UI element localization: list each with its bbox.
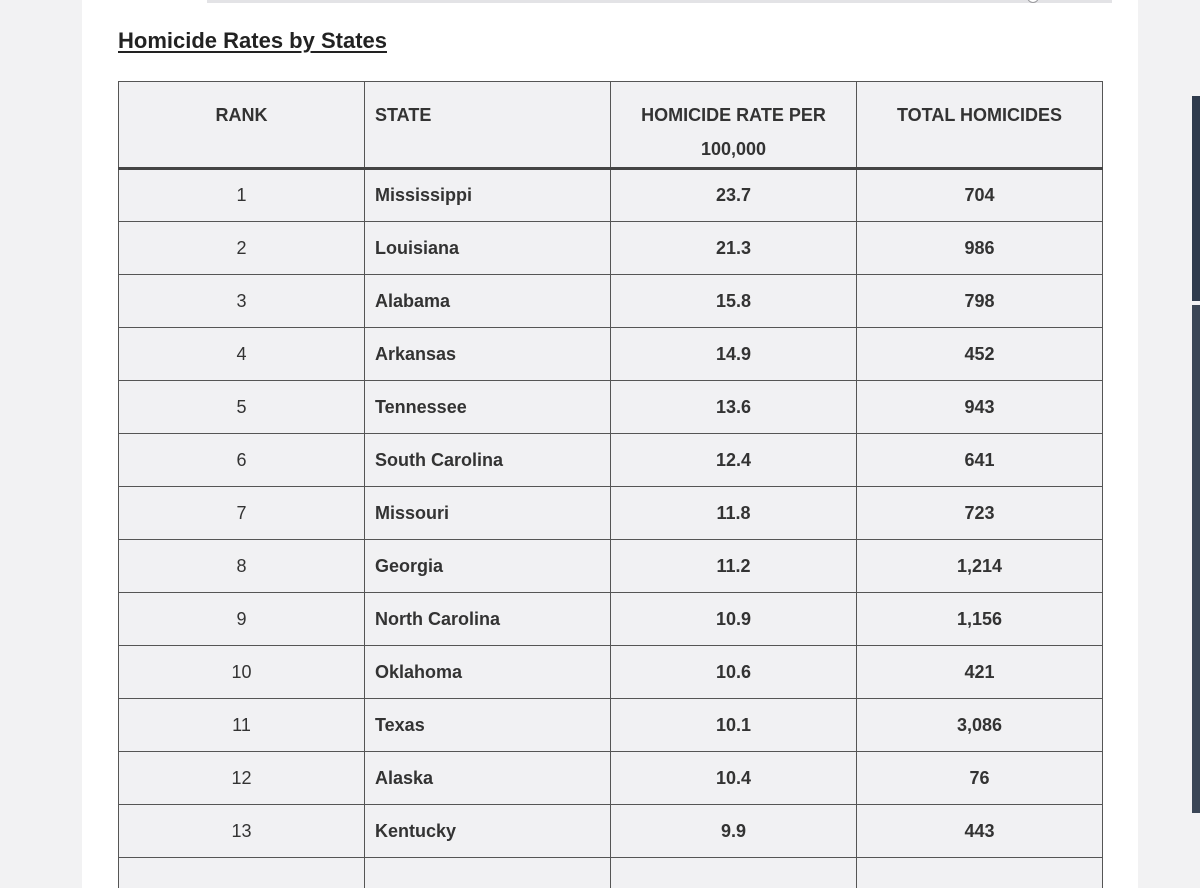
state-cell [365, 858, 611, 888]
total-cell: 943 [857, 381, 1103, 434]
side-panel-edge-lower [1192, 305, 1200, 813]
table-row [119, 434, 1103, 487]
rate-cell: 23.7 [611, 169, 857, 222]
rate-cell: 10.6 [611, 646, 857, 699]
total-cell: 798 [857, 275, 1103, 328]
total-cell: 452 [857, 328, 1103, 381]
table-row [119, 752, 1103, 805]
rank-cell: 9 [119, 593, 365, 646]
total-cell: 723 [857, 487, 1103, 540]
header-homicide-rate: HOMICIDE RATE PER 100,000 [611, 82, 857, 169]
rank-cell: 12 [119, 752, 365, 805]
total-cell: 986 [857, 222, 1103, 275]
rank-cell: 1 [119, 169, 365, 222]
state-cell: Missouri [365, 487, 611, 540]
table-row [119, 593, 1103, 646]
table-body [119, 169, 1103, 888]
state-cell: Arkansas [365, 328, 611, 381]
header-rank: RANK [119, 82, 365, 169]
rank-cell: 4 [119, 328, 365, 381]
total-cell: 3,086 [857, 699, 1103, 752]
total-cell: 1,156 [857, 593, 1103, 646]
header-state: STATE [365, 82, 611, 169]
rate-cell: 15.8 [611, 275, 857, 328]
table-row [119, 275, 1103, 328]
header-total-homicides: TOTAL HOMICIDES [857, 82, 1103, 169]
table-row [119, 381, 1103, 434]
table-row [119, 805, 1103, 858]
table-row [119, 646, 1103, 699]
section-heading: Homicide Rates by States [118, 28, 387, 53]
rank-cell: 8 [119, 540, 365, 593]
rate-cell [611, 858, 857, 888]
rate-cell: 21.3 [611, 222, 857, 275]
table-row [119, 540, 1103, 593]
rank-cell: 6 [119, 434, 365, 487]
rank-cell: 11 [119, 699, 365, 752]
top-divider [207, 0, 1112, 3]
rank-cell: 10 [119, 646, 365, 699]
rate-cell: 11.2 [611, 540, 857, 593]
state-cell: Tennessee [365, 381, 611, 434]
rate-cell: 10.4 [611, 752, 857, 805]
state-cell: Alabama [365, 275, 611, 328]
state-cell: North Carolina [365, 593, 611, 646]
rank-cell: 3 [119, 275, 365, 328]
rank-cell: 7 [119, 487, 365, 540]
homicide-table-container [118, 81, 1103, 888]
table-row [119, 699, 1103, 752]
table-row [119, 858, 1103, 888]
state-cell: Mississippi [365, 169, 611, 222]
state-cell: South Carolina [365, 434, 611, 487]
state-cell: Texas [365, 699, 611, 752]
total-cell [857, 858, 1103, 888]
table-row [119, 169, 1103, 222]
rate-cell: 13.6 [611, 381, 857, 434]
state-cell: Georgia [365, 540, 611, 593]
rank-cell: 13 [119, 805, 365, 858]
table-header-row [119, 82, 1103, 169]
rate-cell: 9.9 [611, 805, 857, 858]
state-cell: Louisiana [365, 222, 611, 275]
rate-cell: 10.1 [611, 699, 857, 752]
state-cell: Alaska [365, 752, 611, 805]
side-panel-edge [1192, 96, 1200, 301]
total-cell: 443 [857, 805, 1103, 858]
state-cell: Kentucky [365, 805, 611, 858]
total-cell: 76 [857, 752, 1103, 805]
table-row [119, 222, 1103, 275]
total-cell: 641 [857, 434, 1103, 487]
rank-cell: 2 [119, 222, 365, 275]
rate-cell: 12.4 [611, 434, 857, 487]
table-row [119, 487, 1103, 540]
rate-cell: 11.8 [611, 487, 857, 540]
total-cell: 1,214 [857, 540, 1103, 593]
rate-cell: 10.9 [611, 593, 857, 646]
rate-cell: 14.9 [611, 328, 857, 381]
article-page [82, 0, 1138, 888]
rank-cell [119, 858, 365, 888]
table-row [119, 328, 1103, 381]
rank-cell: 5 [119, 381, 365, 434]
total-cell: 704 [857, 169, 1103, 222]
homicide-rates-table [118, 81, 1103, 888]
total-cell: 421 [857, 646, 1103, 699]
state-cell: Oklahoma [365, 646, 611, 699]
